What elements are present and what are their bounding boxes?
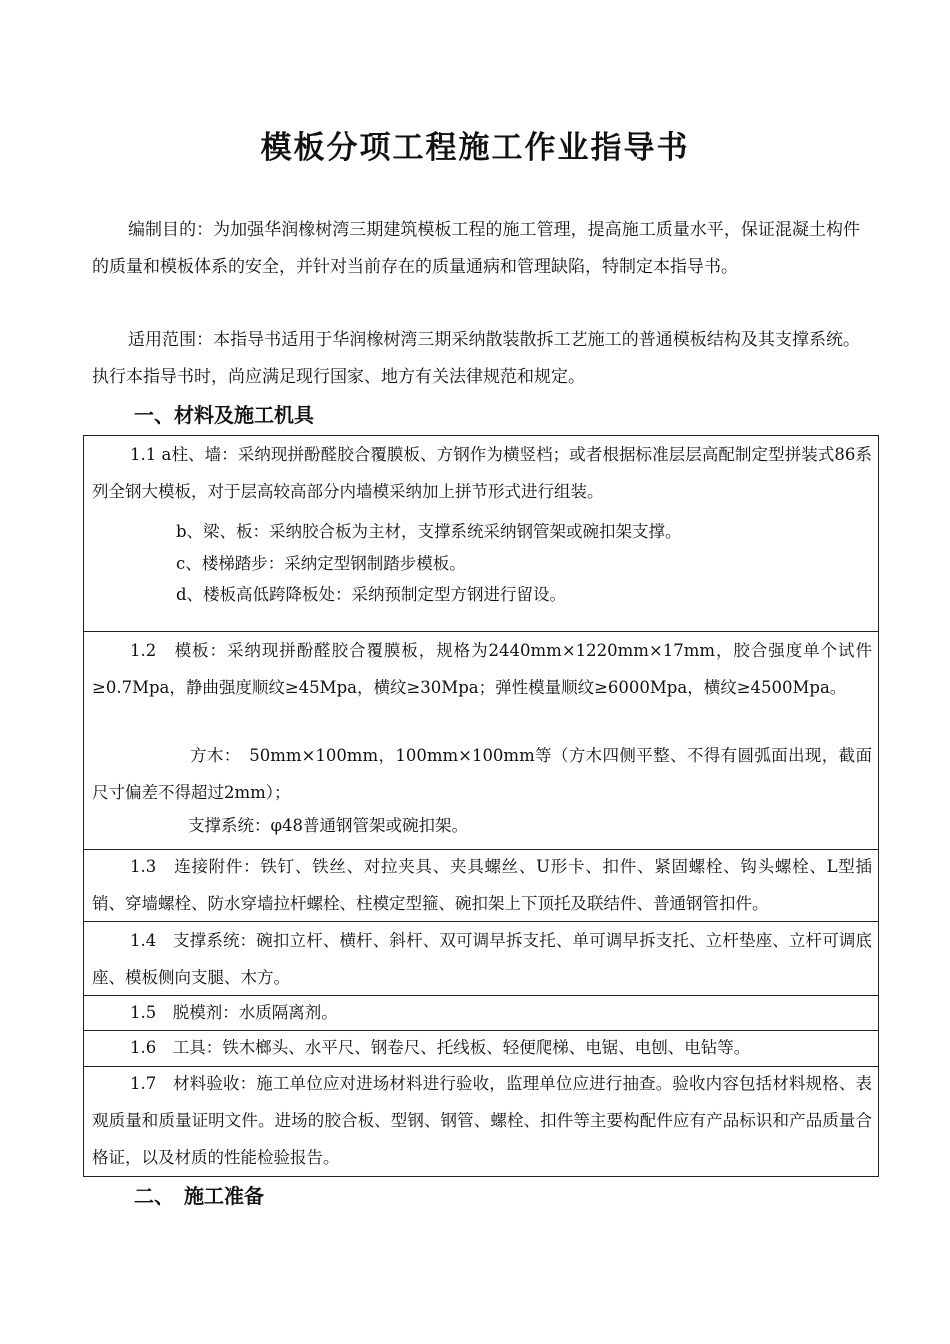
box-1-7 xyxy=(83,1067,879,1177)
item-1-7: 1.7 材料验收：施工单位应对进场材料进行验收，监理单位应进行抽查。验收内容包括材料规格、表观质量和质量证明文件。进场的胶合板、型钢、钢管、螺栓、扣件等主要构配件应有产品标识和产品质量合格证，以及材质的性能检验报告。 xyxy=(92,1074,872,1167)
item-1-2-support: 支撑系统：φ48普通钢管架或碗扣架。 xyxy=(188,816,469,835)
section-heading-preparation: 二、 施工准备 xyxy=(134,1184,264,1208)
box-1-6 xyxy=(83,1031,879,1067)
box-1-5 xyxy=(83,996,879,1031)
scope-paragraph: 适用范围：本指导书适用于华润橡树湾三期采纳散装散拆工艺施工的普通模板结构及其支撑系统。执行本指导书时，尚应满足现行国家、地方有关法律规范和规定。 xyxy=(92,330,860,387)
item-1-4: 1.4 支撑系统：碗扣立杆、横杆、斜杆、双可调早拆支托、单可调早拆支托、立杆垫座、立杆可调底座、模板侧向支腿、木方。 xyxy=(92,931,872,987)
box-1-3 xyxy=(83,850,879,922)
section-heading-materials: 一、材料及施工机具 xyxy=(134,403,314,427)
item-1-1-b: b、梁、板：采纳胶合板为主材，支撑系统采纳钢管架或碗扣架支撑。 xyxy=(176,522,682,541)
item-1-1-a: 1.1 a柱、墙：采纳现拼酚醛胶合覆膜板、方钢作为横竖档；或者根据标准层层高配制定型拼装式86系列全钢大模板，对于层高较高部分内墙模采纳加上拼节形式进行组装。 xyxy=(92,445,872,501)
box-1-2 xyxy=(83,632,879,850)
purpose-paragraph: 编制目的：为加强华润橡树湾三期建筑模板工程的施工管理，提高施工质量水平，保证混凝土构件的质量和模板体系的安全，并针对当前存在的质量通病和管理缺陷，特制定本指导书。 xyxy=(92,220,860,277)
item-1-3: 1.3 连接附件：铁钉、铁丝、对拉夹具、夹具螺丝、U形卡、扣件、紧固螺栓、钩头螺栓、L型插销、穿墙螺栓、防水穿墙拉杆螺栓、柱模定型箍、碗扣架上下顶托及联结件、普通钢管扣件。 xyxy=(92,857,872,913)
item-1-2-timber: 方木： 50mm×100mm，100mm×100mm等（方木四侧平整、不得有圆弧面出现，截面尺寸偏差不得超过2mm）； xyxy=(92,746,872,802)
box-1-1 xyxy=(83,435,879,632)
item-1-1-c: c、楼梯踏步：采纳定型钢制踏步模板。 xyxy=(176,554,466,573)
item-1-1-d: d、楼板高低跨降板处：采纳预制定型方钢进行留设。 xyxy=(176,585,567,604)
item-1-2-board: 1.2 模板：采纳现拼酚醛胶合覆膜板，规格为2440mm×1220mm×17mm，胶合强度单个试件≥0.7Mpa，静曲强度顺纹≥45Mpa，横纹≥30Mpa；弹性模量顺纹≥6000Mpa，横纹≥4500Mpa。 xyxy=(92,641,872,697)
item-1-5: 1.5 脱模剂：水质隔离剂。 xyxy=(130,1003,338,1022)
document-title: 模板分项工程施工作业指导书 xyxy=(260,130,690,166)
box-1-4 xyxy=(83,922,879,996)
item-1-6: 1.6 工具：铁木榔头、水平尺、钢卷尺、托线板、轻便爬梯、电锯、电刨、电钻等。 xyxy=(130,1038,751,1057)
